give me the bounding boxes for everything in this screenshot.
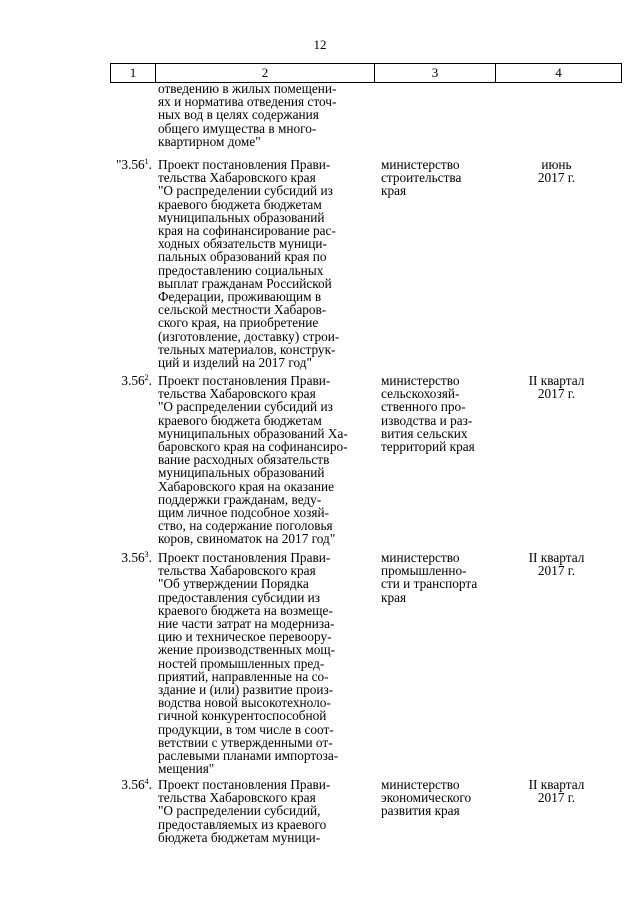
row-deadline: июнь 2017 г.: [537, 157, 576, 186]
row-number: 3.56$^2$.: [121, 373, 152, 388]
row-number: 3.56$^4$.: [121, 777, 152, 792]
table-row: [0, 374, 640, 551]
table-header: [110, 63, 622, 83]
table-row: [0, 551, 640, 778]
row-deadline: II квартал 2017 г.: [528, 777, 585, 806]
row-ministry: министерство сельскохозяй- ственного про- изводства и раз- вития сельских территорий края: [381, 373, 475, 455]
row-description: Проект постановления Прави- тельства Хабаровского края "О распределении субсидий из краевого бюджета бюджетам муниципальных образований края на софинансирование рас- ходных обязательств муници- пальных образований края по предоставлению социальных выплат гражданам Российской Федерации, проживающим в сельской местности Хабаров- ского края, на приобретение (изготовление, доставку) строи- тельных материалов, конструк- ций и изделий на 2017 год": [158, 157, 340, 371]
row-ministry: министерство промышленно- сти и транспорта края: [381, 550, 478, 605]
row-ministry: министерство строительства края: [381, 157, 462, 199]
column-header-3: 3: [375, 64, 496, 83]
row-description: Проект постановления Прави- тельства Хабаровского края "О распределении субсидий, предоставляемых из краевого бюджета бюджетам муници-: [158, 777, 331, 845]
column-header-4: 4: [496, 64, 622, 83]
row-number: 3.56$^3$.: [121, 550, 152, 565]
row-number: "3.56$^1$.: [115, 157, 152, 172]
column-header-1: 1: [111, 64, 156, 83]
page-number: 12: [313, 37, 327, 52]
table-body: [0, 82, 640, 848]
row-description: отведению в жилых помещени- ях и норматива отведения сточ- ных вод в целях содержания общего имущества в много- квартирном доме": [158, 81, 337, 149]
table-row: [0, 82, 640, 158]
column-header-2: 2: [156, 64, 375, 83]
table-row: [0, 158, 640, 374]
row-deadline: II квартал 2017 г.: [528, 550, 585, 579]
table-row: [0, 778, 640, 848]
row-deadline: II квартал 2017 г.: [528, 373, 585, 402]
row-ministry: министерство экономического развития края: [381, 777, 472, 819]
row-description: Проект постановления Прави- тельства Хабаровского края "Об утверждении Порядка предоставления субсидии из краевого бюджета на возмеще- ние части затрат на модерниза- цию и техническое перевоору- жение производственных мощ- ностей промышленных пред- приятий, направленные на со- здание и (или) развитие произ- водства новой высокотехноло- гичной конкурентоспособной продукции, в том числе в соот- ветствии с утвержденными от- раслевыми планами импортоза- мещения": [158, 550, 339, 777]
row-description: Проект постановления Прави- тельства Хабаровского края "О распределении субсидий из краевого бюджета бюджетам муниципальных образований Ха- баровского края на софинансиро- вание расходных обязательств муниципальных образований Хабаровского края на оказание поддержки гражданам, веду- щим личное подсобное хозяй- ство, на содержание поголовья коров, свиноматок на 2017 год": [158, 373, 348, 547]
